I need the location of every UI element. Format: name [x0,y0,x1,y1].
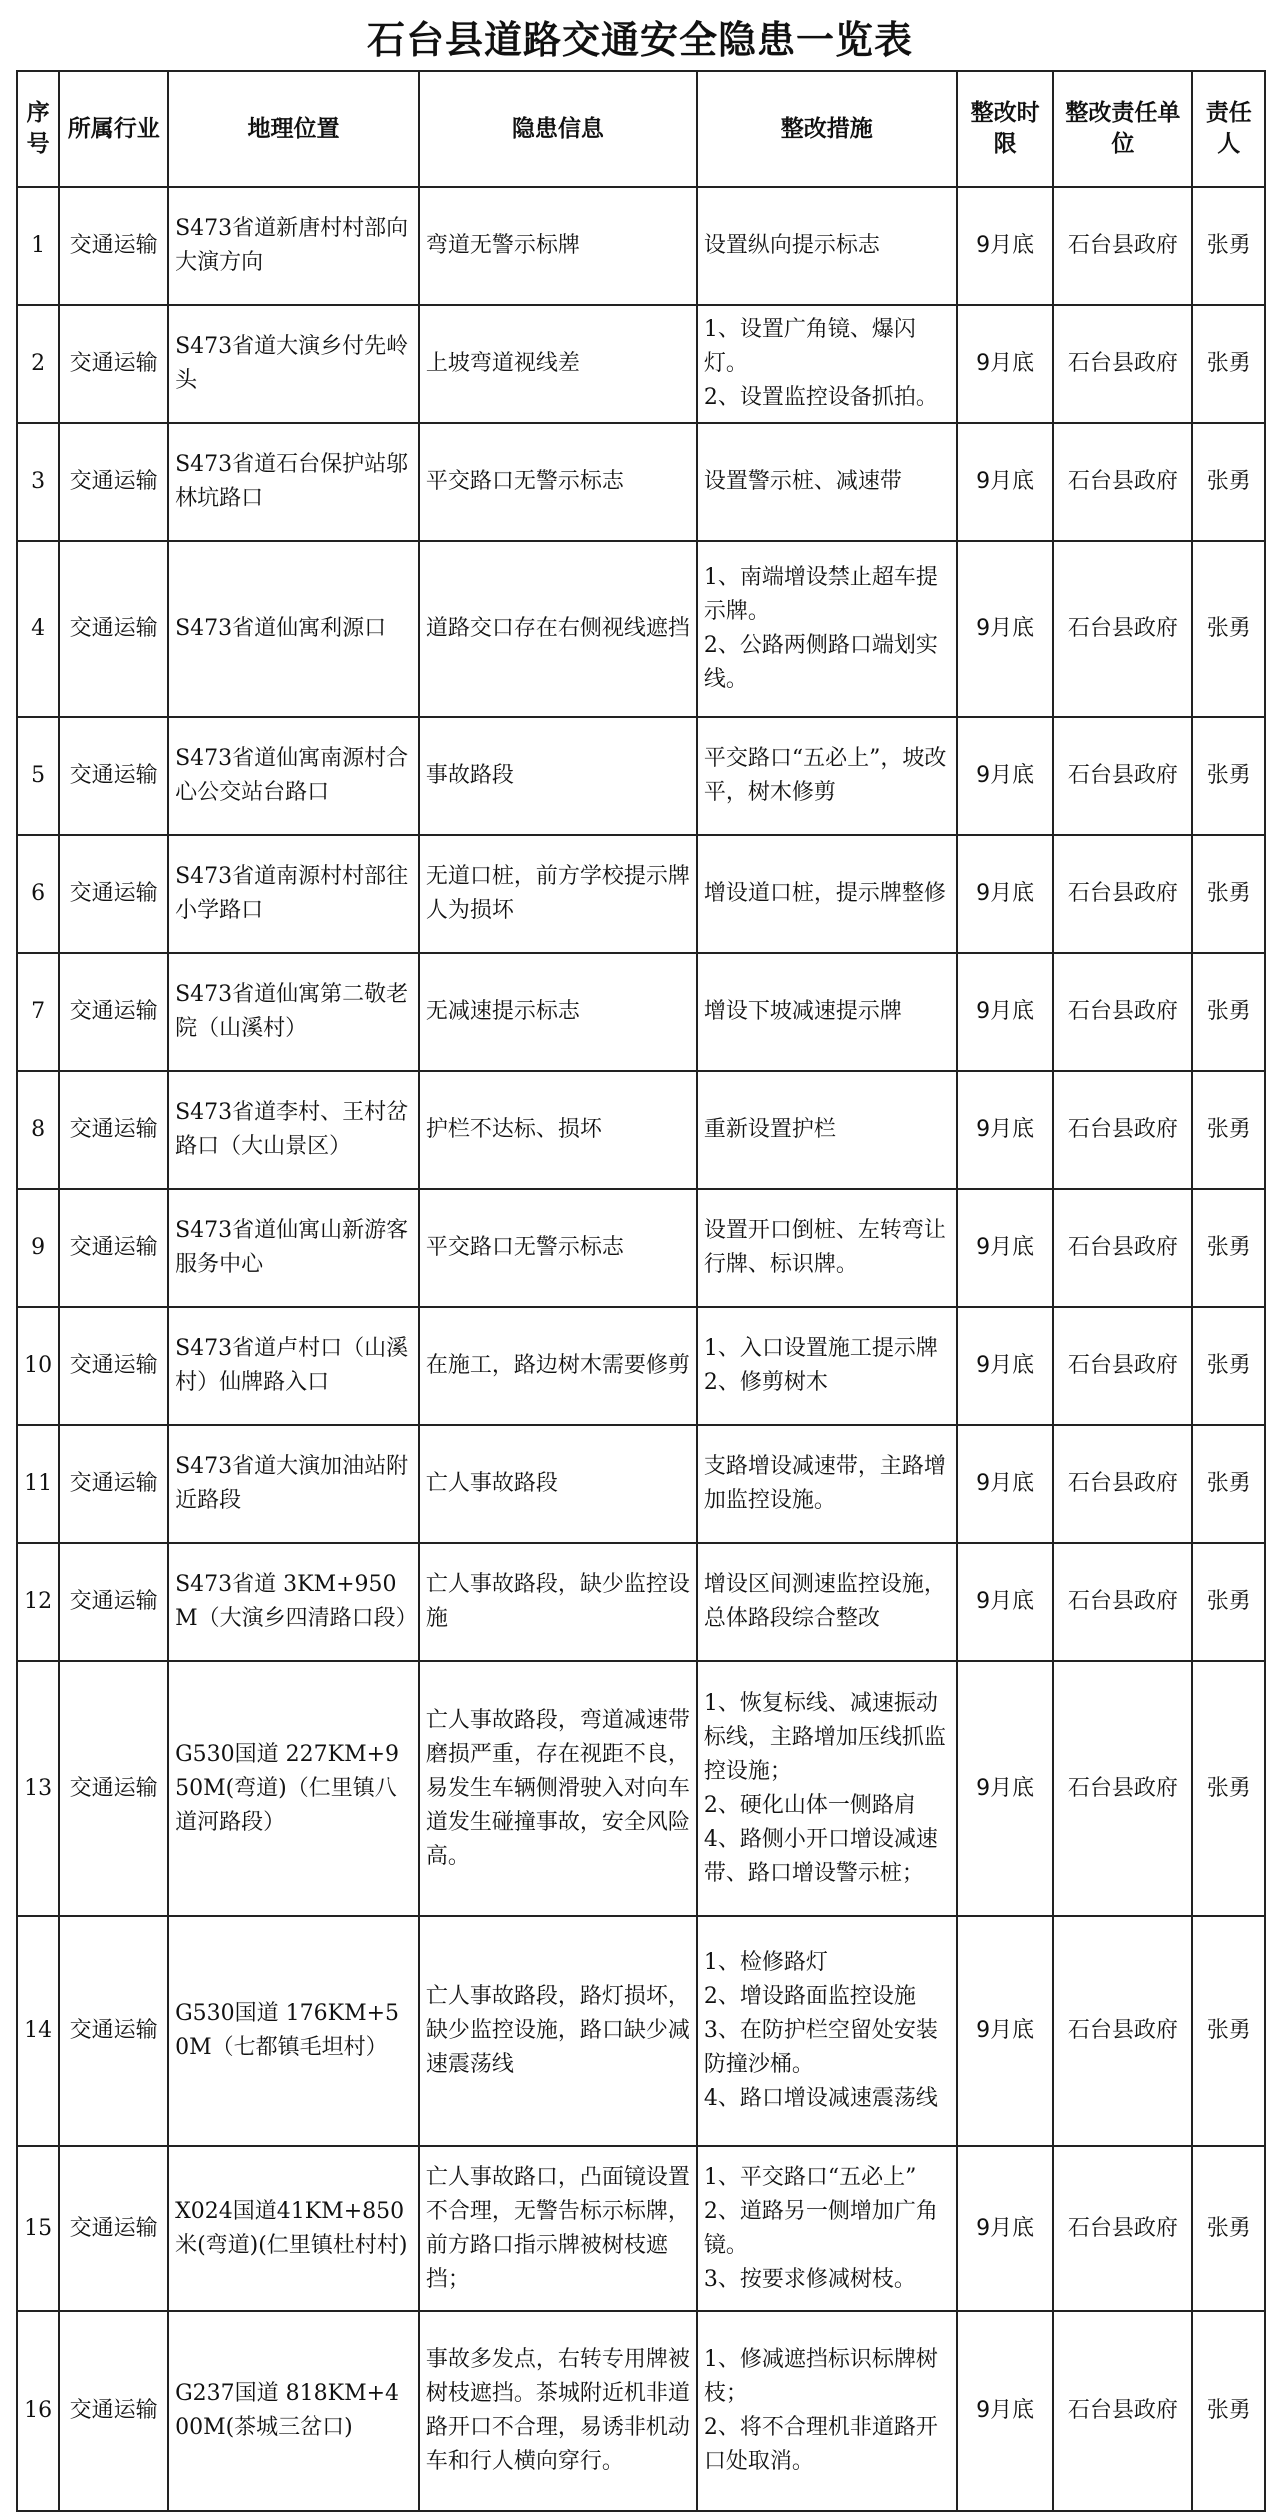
row-location: G237国道 818KM+400M(茶城三岔口) [168,2311,419,2511]
row-location: S473省道大演加油站附近路段 [168,1425,419,1543]
row-hazard: 道路交口存在右侧视线遮挡 [419,541,697,717]
row-location: S473省道 3KM+950M（大演乡四清路口段） [168,1543,419,1661]
measure-line: 1、恢复标线、减速振动标线，主路增加压线抓监控设施； [703,1690,946,1784]
measure-line: 重新设置护栏 [703,1117,836,1142]
row-industry: 交通运输 [59,423,168,541]
row-industry: 交通运输 [59,717,168,835]
row-hazard: 亡人事故路段，缺少监控设施 [419,1543,697,1661]
row-industry: 交通运输 [59,1661,168,1916]
measure-line: 3、在防护栏空留处安装防撞沙桶。 [703,2018,938,2077]
table-row [17,2311,1265,2511]
row-measures [697,187,957,305]
table-header-row [17,71,1265,187]
row-number: 4 [17,541,59,717]
table-row [17,1071,1265,1189]
row-location: S473省道仙寓南源村合心公交站台路口 [168,717,419,835]
row-deadline: 9月底 [957,1071,1054,1189]
row-number: 10 [17,1307,59,1425]
row-unit: 石台县政府 [1053,835,1192,953]
header-deadline: 整改时限 [957,71,1054,187]
row-number: 5 [17,717,59,835]
table-row [17,1425,1265,1543]
row-deadline: 9月底 [957,1916,1054,2146]
row-person: 张勇 [1192,1916,1265,2146]
row-measures [697,423,957,541]
row-number: 3 [17,423,59,541]
row-industry: 交通运输 [59,1916,168,2146]
row-deadline: 9月底 [957,2146,1054,2311]
table-row [17,541,1265,717]
measure-line: 1、设置广角镜、爆闪灯。 [703,317,916,376]
row-hazard: 弯道无警示标牌 [419,187,697,305]
row-measures [697,2146,957,2311]
measure-line: 支路增设减速带，主路增加监控设施。 [703,1454,946,1513]
row-person: 张勇 [1192,1661,1265,1916]
row-deadline: 9月底 [957,1189,1054,1307]
header-industry: 所属行业 [59,71,168,187]
row-hazard: 亡人事故路段，路灯损坏，缺少监控设施，路口缺少减速震荡线 [419,1916,697,2146]
table-row [17,423,1265,541]
row-hazard: 事故路段 [419,717,697,835]
row-location: S473省道李村、王村岔路口（大山景区） [168,1071,419,1189]
header-person: 责任人 [1192,71,1265,187]
row-person: 张勇 [1192,2311,1265,2511]
header-hazard: 隐患信息 [419,71,697,187]
row-location: S473省道石台保护站邬林坑路口 [168,423,419,541]
table-row [17,187,1265,305]
row-person: 张勇 [1192,1543,1265,1661]
row-person: 张勇 [1192,1071,1265,1189]
measure-line: 增设区间测速监控设施，总体路段综合整改 [703,1572,946,1631]
row-location: S473省道新唐村村部向大演方向 [168,187,419,305]
row-number: 1 [17,187,59,305]
table-row [17,835,1265,953]
row-hazard: 亡人事故路段，弯道减速带磨损严重，存在视距不良，易发生车辆侧滑驶入对向车道发生碰撞事故，安全风险高。 [419,1661,697,1916]
measure-line: 增设下坡减速提示牌 [703,999,902,1024]
row-number: 2 [17,305,59,423]
row-hazard: 平交路口无警示标志 [419,423,697,541]
row-hazard: 护栏不达标、损坏 [419,1071,697,1189]
measure-line: 2、修剪树木 [703,1370,828,1395]
row-industry: 交通运输 [59,1071,168,1189]
row-number: 13 [17,1661,59,1916]
table-row [17,305,1265,423]
row-hazard: 平交路口无警示标志 [419,1189,697,1307]
row-person: 张勇 [1192,953,1265,1071]
row-measures [697,1189,957,1307]
row-measures [697,835,957,953]
row-measures [697,1425,957,1543]
table-row [17,2146,1265,2311]
row-location: S473省道仙寓山新游客服务中心 [168,1189,419,1307]
row-hazard: 事故多发点，右转专用牌被树枝遮挡。茶城附近机非道路开口不合理，易诱非机动车和行人横向穿行。 [419,2311,697,2511]
row-number: 8 [17,1071,59,1189]
row-person: 张勇 [1192,835,1265,953]
measure-line: 2、将不合理机非道路开口处取消。 [703,2415,938,2474]
row-measures [697,305,957,423]
row-unit: 石台县政府 [1053,2146,1192,2311]
row-location: S473省道大演乡付先岭头 [168,305,419,423]
row-hazard: 在施工，路边树木需要修剪 [419,1307,697,1425]
row-industry: 交通运输 [59,1307,168,1425]
row-measures [697,2311,957,2511]
row-hazard: 亡人事故路段 [419,1425,697,1543]
measure-line: 1、检修路灯 [703,1950,828,1975]
table-row [17,1916,1265,2146]
row-measures [697,1661,957,1916]
row-hazard: 上坡弯道视线差 [419,305,697,423]
row-measures [697,541,957,717]
row-number: 14 [17,1916,59,2146]
row-location: G530国道 227KM+950M(弯道)（仁里镇八道河路段） [168,1661,419,1916]
measure-line: 3、按要求修减树枝。 [703,2266,916,2292]
measure-line: 1、修减遮挡标识标牌树枝； [703,2347,938,2406]
measure-line: 2、道路另一侧增加广角镜。 [703,2198,938,2258]
row-deadline: 9月底 [957,305,1054,423]
row-unit: 石台县政府 [1053,1543,1192,1661]
table-row [17,953,1265,1071]
measure-line: 平交路口“五必上”，坡改平，树木修剪 [703,746,947,805]
row-unit: 石台县政府 [1053,1071,1192,1189]
row-number: 15 [17,2146,59,2311]
table-row [17,1189,1265,1307]
row-deadline: 9月底 [957,2311,1054,2511]
row-measures [697,953,957,1071]
measure-line: 4、路侧小开口增设减速带、路口增设警示桩； [703,1826,938,1886]
row-person: 张勇 [1192,1307,1265,1425]
row-number: 7 [17,953,59,1071]
row-industry: 交通运输 [59,1543,168,1661]
row-location: X024国道41KM+850米(弯道)(仁里镇杜村村) [168,2146,419,2311]
measure-line: 1、平交路口“五必上” [703,2164,917,2190]
row-unit: 石台县政府 [1053,541,1192,717]
row-unit: 石台县政府 [1053,1916,1192,2146]
header-unit: 整改责任单位 [1053,71,1192,187]
row-unit: 石台县政府 [1053,1425,1192,1543]
row-number: 11 [17,1425,59,1543]
row-person: 张勇 [1192,187,1265,305]
measure-line: 1、入口设置施工提示牌 [703,1336,938,1361]
measure-line: 4、路口增设减速震荡线 [703,2086,938,2111]
row-industry: 交通运输 [59,541,168,717]
row-deadline: 9月底 [957,187,1054,305]
row-industry: 交通运输 [59,953,168,1071]
table-row [17,1661,1265,1916]
row-number: 9 [17,1189,59,1307]
measure-line: 2、公路两侧路口端划实线。 [703,633,938,692]
row-unit: 石台县政府 [1053,1661,1192,1916]
table-row [17,1543,1265,1661]
row-deadline: 9月底 [957,717,1054,835]
row-number: 6 [17,835,59,953]
row-deadline: 9月底 [957,953,1054,1071]
measure-line: 设置警示桩、减速带 [703,469,902,494]
row-location: G530国道 176KM+50M（七都镇毛坦村） [168,1916,419,2146]
row-person: 张勇 [1192,1189,1265,1307]
row-industry: 交通运输 [59,187,168,305]
row-person: 张勇 [1192,423,1265,541]
row-unit: 石台县政府 [1053,423,1192,541]
row-hazard: 亡人事故路口，凸面镜设置不合理，无警告标示标牌，前方路口指示牌被树枝遮挡； [419,2146,697,2311]
row-deadline: 9月底 [957,423,1054,541]
row-location: S473省道卢村口（山溪村）仙牌路入口 [168,1307,419,1425]
row-location: S473省道仙寓第二敬老院（山溪村） [168,953,419,1071]
row-unit: 石台县政府 [1053,717,1192,835]
measure-line: 2、增设路面监控设施 [703,1984,916,2009]
row-measures [697,1307,957,1425]
row-location: S473省道南源村村部往小学路口 [168,835,419,953]
row-unit: 石台县政府 [1053,187,1192,305]
measure-line: 1、南端增设禁止超车提示牌。 [703,565,938,624]
row-measures [697,717,957,835]
row-measures [697,1071,957,1189]
table-row [17,1307,1265,1425]
measure-line: 2、硬化山体一侧路肩 [703,1792,916,1818]
row-person: 张勇 [1192,2146,1265,2311]
header-location: 地理位置 [168,71,419,187]
measure-line: 增设道口桩，提示牌整修 [703,881,946,906]
table-body [17,187,1265,2511]
measure-line: 2、设置监控设备抓拍。 [703,385,938,410]
header-measures: 整改措施 [697,71,957,187]
row-unit: 石台县政府 [1053,2311,1192,2511]
measure-line: 设置开口倒桩、左转弯让行牌、标识牌。 [703,1218,946,1277]
row-unit: 石台县政府 [1053,1307,1192,1425]
row-person: 张勇 [1192,305,1265,423]
row-industry: 交通运输 [59,1425,168,1543]
row-person: 张勇 [1192,1425,1265,1543]
row-industry: 交通运输 [59,1189,168,1307]
row-deadline: 9月底 [957,835,1054,953]
row-unit: 石台县政府 [1053,305,1192,423]
row-unit: 石台县政府 [1053,1189,1192,1307]
row-deadline: 9月底 [957,1661,1054,1916]
row-deadline: 9月底 [957,541,1054,717]
row-hazard: 无道口桩，前方学校提示牌人为损坏 [419,835,697,953]
row-industry: 交通运输 [59,2311,168,2511]
header-no: 序号 [17,71,59,187]
row-measures [697,1543,957,1661]
row-hazard: 无减速提示标志 [419,953,697,1071]
row-deadline: 9月底 [957,1543,1054,1661]
row-industry: 交通运输 [59,2146,168,2311]
hazard-table [16,70,1266,2512]
row-industry: 交通运输 [59,305,168,423]
row-number: 12 [17,1543,59,1661]
row-deadline: 9月底 [957,1425,1054,1543]
row-person: 张勇 [1192,717,1265,835]
row-location: S473省道仙寓利源口 [168,541,419,717]
row-number: 16 [17,2311,59,2511]
row-industry: 交通运输 [59,835,168,953]
document-title: 石台县道路交通安全隐患一览表 [366,18,913,62]
row-deadline: 9月底 [957,1307,1054,1425]
row-unit: 石台县政府 [1053,953,1192,1071]
row-person: 张勇 [1192,541,1265,717]
row-measures [697,1916,957,2146]
table-row [17,717,1265,835]
measure-line: 设置纵向提示标志 [703,233,880,258]
